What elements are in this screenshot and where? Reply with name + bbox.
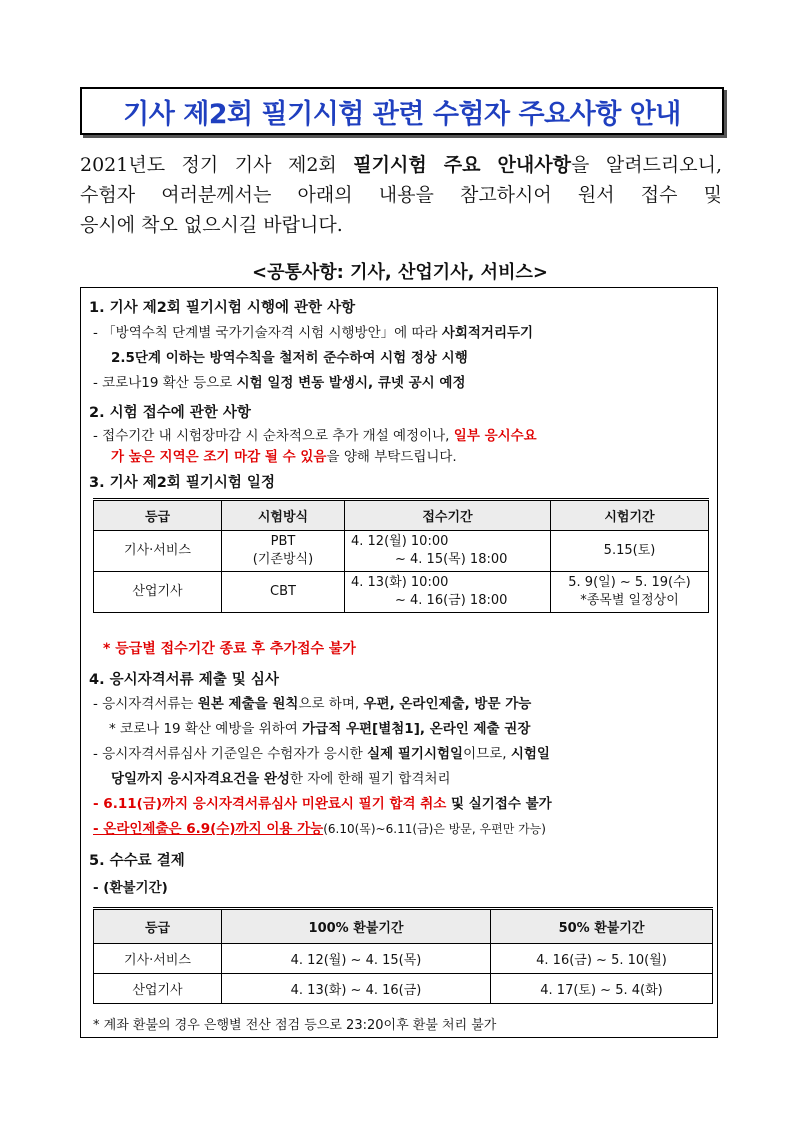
intro-text: 2021년도 정기 기사 제2회 — [80, 154, 354, 176]
section-1-line-1 — [93, 321, 533, 341]
section-4-line-1 — [93, 692, 531, 712]
text: - 응시자격서류심사 기준일은 수험자가 응시한 — [93, 746, 368, 762]
period-start: 4. 13(화) 10:00 — [351, 575, 449, 590]
emphasis: 가급적 우편[별첨1], 온라인 제출 권장 — [302, 721, 531, 737]
method-cell — [222, 531, 345, 572]
red-emphasis: - 온라인제출은 6.9(수)까지 이용 가능 — [93, 821, 324, 837]
text: - 「방역수칙 단계별 국가기술자격 시험 시행방안」에 따라 — [93, 325, 442, 341]
exam-cell — [551, 572, 709, 613]
period-cell — [345, 572, 551, 613]
header-cell: 시험방식 — [222, 500, 345, 531]
full-refund-cell: 4. 13(화) ~ 4. 16(금) — [222, 974, 491, 1004]
text: - 응시자격서류는 — [93, 696, 198, 712]
emphasis: 시험 일정 변동 발생시, 큐넷 공시 예정 — [236, 375, 466, 391]
section-5-note: * 계좌 환불의 경우 은행별 전산 점검 등으로 23:20이후 환불 처리 불가 — [93, 1018, 497, 1033]
intro-emphasis: 필기시험 주요 안내사항 — [353, 154, 571, 176]
page-title: 기사 제2회 필기시험 관련 수험자 주요사항 안내 — [123, 98, 681, 130]
method-cell: CBT — [222, 572, 345, 613]
header-cell: 등급 — [94, 500, 222, 531]
red-emphasis: 일부 응시수요 — [453, 428, 537, 444]
section-4-line-5 — [93, 792, 552, 812]
header-cell: 접수기간 — [345, 500, 551, 531]
emphasis: 사회적거리두기 — [441, 325, 534, 341]
exam-note: *종목별 일정상이 — [580, 593, 679, 608]
title-box — [80, 87, 724, 135]
grade-cell: 기사·서비스 — [94, 531, 222, 572]
text: 이므로, — [463, 746, 511, 762]
text: - 코로나19 확산 등으로 — [93, 375, 237, 391]
table-row — [94, 944, 713, 974]
text: 을 양해 부탁드립니다. — [326, 449, 457, 465]
section-1-line-2 — [111, 346, 468, 366]
common-header: <공통사항: 기사, 산업기사, 서비스> — [252, 262, 548, 283]
section-2-title: 2. 시험 접수에 관한 사항 — [89, 405, 251, 421]
section-4-title: 4. 응시자격서류 제출 및 심사 — [89, 672, 279, 688]
full-refund-cell: 4. 12(월) ~ 4. 15(목) — [222, 944, 491, 974]
method: PBT — [270, 534, 296, 549]
period-end: ~ 4. 16(금) 18:00 — [395, 593, 508, 608]
table-row — [94, 572, 709, 613]
grade-cell: 산업기사 — [94, 974, 222, 1004]
section-1-line-3 — [93, 371, 466, 391]
emphasis: 원본 제출을 원칙 — [197, 696, 299, 712]
intro-paragraph — [80, 150, 722, 240]
section-2-line-2 — [111, 445, 457, 465]
table-row — [94, 974, 713, 1004]
table-row — [94, 531, 709, 572]
header-cell: 시험기간 — [551, 500, 709, 531]
emphasis: 2.5단계 이하는 방역수칙을 철저히 준수하여 시험 정상 시행 — [111, 350, 468, 366]
red-emphasis: - 6.11(금)까지 응시자격서류심사 미완료시 필기 합격 취소 — [93, 796, 447, 812]
grade-cell: 기사·서비스 — [94, 944, 222, 974]
half-refund-cell: 4. 16(금) ~ 5. 10(월) — [491, 944, 713, 974]
exam-period: 5. 9(일) ~ 5. 19(수) — [568, 575, 691, 590]
section-4-line-4 — [111, 767, 451, 787]
text: 한 자에 한해 필기 합격처리 — [289, 771, 451, 787]
exam-schedule-table — [93, 498, 709, 613]
section-3-note — [103, 638, 356, 658]
emphasis: 시험일 — [510, 746, 550, 762]
emphasis: 우편, 온라인제출, 방문 가능 — [363, 696, 532, 712]
period-end: ~ 4. 15(목) 18:00 — [395, 552, 508, 567]
section-5-sub: - (환불기간) — [93, 880, 168, 896]
content-panel — [80, 287, 718, 1038]
exam-cell: 5.15(토) — [551, 531, 709, 572]
section-4-line-2 — [109, 717, 530, 737]
text: - 접수기간 내 시험장마감 시 순차적으로 추가 개설 예정이나, — [93, 428, 454, 444]
header-cell: 50% 환불기간 — [491, 909, 713, 944]
text: * 코로나 19 확산 예방을 위하여 — [109, 721, 303, 737]
section-3-title: 3. 기사 제2회 필기시험 일정 — [89, 475, 275, 491]
section-4-line-6 — [93, 817, 546, 837]
emphasis: 당일까지 응시자격요건을 완성 — [111, 771, 290, 787]
table-header-row — [94, 500, 709, 531]
text: 으로 하며, — [298, 696, 364, 712]
red-emphasis: * 등급별 접수기간 종료 후 추가접수 불가 — [103, 641, 356, 657]
text: (6.10(목)~6.11(금)은 방문, 우편만 가능) — [323, 822, 546, 836]
method-note: (기존방식) — [252, 552, 314, 567]
section-4-line-3 — [93, 742, 550, 762]
intro-line-2: 수험자 여러분께서는 아래의 내용을 참고하시어 원서 접수 및 — [80, 184, 722, 206]
emphasis: 실제 필기시험일 — [367, 746, 464, 762]
red-emphasis: 가 높은 지역은 조기 마감 될 수 있음 — [111, 449, 327, 465]
emphasis: 및 실기접수 불가 — [446, 796, 552, 812]
intro-text: 을 알려드리오니, — [570, 154, 723, 176]
table-header-row — [94, 909, 713, 944]
half-refund-cell: 4. 17(토) ~ 5. 4(화) — [491, 974, 713, 1004]
period-cell — [345, 531, 551, 572]
section-1-title: 1. 기사 제2회 필기시험 시행에 관한 사항 — [89, 300, 356, 316]
section-5-title: 5. 수수료 결제 — [89, 853, 185, 869]
header-cell: 등급 — [94, 909, 222, 944]
intro-line-1 — [80, 150, 722, 180]
refund-table — [93, 907, 713, 1004]
period-start: 4. 12(월) 10:00 — [351, 534, 449, 549]
intro-line-3: 응시에 착오 없으시길 바랍니다. — [80, 214, 343, 236]
header-cell: 100% 환불기간 — [222, 909, 491, 944]
section-2-line-1 — [93, 424, 537, 444]
grade-cell: 산업기사 — [94, 572, 222, 613]
